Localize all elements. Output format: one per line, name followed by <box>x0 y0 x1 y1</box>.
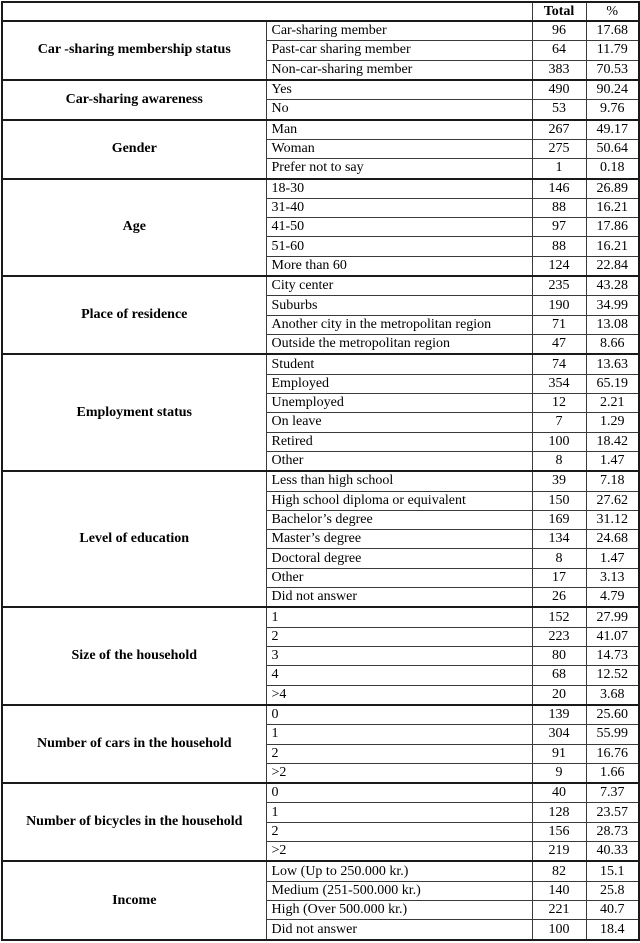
percent-cell: 17.68 <box>586 21 639 41</box>
percent-cell: 0.18 <box>586 159 639 179</box>
percent-cell: 40.33 <box>586 842 639 862</box>
subcategory-cell: Outside the metropolitan region <box>266 335 532 355</box>
total-cell: 223 <box>532 627 586 646</box>
category-cell: Place of residence <box>2 276 266 354</box>
subcategory-cell: Car-sharing member <box>266 21 532 41</box>
subcategory-cell: Less than high school <box>266 471 532 491</box>
total-cell: 80 <box>532 646 586 665</box>
total-cell: 1 <box>532 159 586 179</box>
subcategory-cell: 51-60 <box>266 237 532 256</box>
percent-cell: 25.8 <box>586 881 639 900</box>
percent-cell: 1.47 <box>586 549 639 568</box>
percent-cell: 13.08 <box>586 315 639 334</box>
subcategory-cell: Other <box>266 451 532 471</box>
table-row <box>2 80 639 100</box>
total-cell: 7 <box>532 413 586 432</box>
percent-cell: 9.76 <box>586 100 639 120</box>
header-percent: % <box>586 2 639 21</box>
subcategory-cell: Retired <box>266 432 532 451</box>
total-cell: 221 <box>532 901 586 920</box>
table-row <box>2 861 639 881</box>
total-cell: 88 <box>532 237 586 256</box>
total-cell: 39 <box>532 471 586 491</box>
subcategory-cell: Master’s degree <box>266 530 532 549</box>
percent-cell: 14.73 <box>586 646 639 665</box>
subcategory-cell: Past-car sharing member <box>266 41 532 60</box>
percent-cell: 26.89 <box>586 179 639 199</box>
percent-cell: 43.28 <box>586 276 639 296</box>
total-cell: 96 <box>532 21 586 41</box>
total-cell: 71 <box>532 315 586 334</box>
subcategory-cell: Low (Up to 250.000 kr.) <box>266 861 532 881</box>
total-cell: 100 <box>532 920 586 940</box>
percent-cell: 11.79 <box>586 41 639 60</box>
subcategory-cell: Did not answer <box>266 588 532 608</box>
percent-cell: 27.99 <box>586 607 639 627</box>
total-cell: 82 <box>532 861 586 881</box>
percent-cell: 16.76 <box>586 744 639 763</box>
subcategory-cell: On leave <box>266 413 532 432</box>
table-row <box>2 607 639 627</box>
subcategory-cell: Unemployed <box>266 393 532 412</box>
percent-cell: 18.42 <box>586 432 639 451</box>
percent-cell: 28.73 <box>586 822 639 841</box>
total-cell: 140 <box>532 881 586 900</box>
subcategory-cell: >4 <box>266 685 532 705</box>
percent-cell: 70.53 <box>586 60 639 80</box>
total-cell: 12 <box>532 393 586 412</box>
percent-cell: 17.86 <box>586 218 639 237</box>
total-cell: 490 <box>532 80 586 100</box>
percent-cell: 55.99 <box>586 725 639 744</box>
total-cell: 235 <box>532 276 586 296</box>
total-cell: 128 <box>532 803 586 822</box>
percent-cell: 1.66 <box>586 763 639 783</box>
table-row <box>2 120 639 140</box>
subcategory-cell: Man <box>266 120 532 140</box>
total-cell: 124 <box>532 256 586 276</box>
subcategory-cell: 0 <box>266 705 532 725</box>
percent-cell: 3.13 <box>586 568 639 587</box>
percent-cell: 22.84 <box>586 256 639 276</box>
percent-cell: 2.21 <box>586 393 639 412</box>
percent-cell: 40.7 <box>586 901 639 920</box>
percent-cell: 4.79 <box>586 588 639 608</box>
total-cell: 150 <box>532 491 586 510</box>
total-cell: 146 <box>532 179 586 199</box>
total-cell: 354 <box>532 374 586 393</box>
category-cell: Car-sharing awareness <box>2 80 266 120</box>
percent-cell: 12.52 <box>586 666 639 685</box>
total-cell: 20 <box>532 685 586 705</box>
percent-cell: 65.19 <box>586 374 639 393</box>
percent-cell: 7.37 <box>586 783 639 803</box>
subcategory-cell: 1 <box>266 725 532 744</box>
category-cell: Car -sharing membership status <box>2 21 266 80</box>
subcategory-cell: High school diploma or equivalent <box>266 491 532 510</box>
percent-cell: 90.24 <box>586 80 639 100</box>
total-cell: 219 <box>532 842 586 862</box>
percent-cell: 7.18 <box>586 471 639 491</box>
percent-cell: 24.68 <box>586 530 639 549</box>
subcategory-cell: Yes <box>266 80 532 100</box>
subcategory-cell: Employed <box>266 374 532 393</box>
demographics-table <box>1 1 640 941</box>
percent-cell: 34.99 <box>586 296 639 315</box>
subcategory-cell: Woman <box>266 139 532 158</box>
total-cell: 74 <box>532 354 586 374</box>
percent-cell: 25.60 <box>586 705 639 725</box>
percent-cell: 31.12 <box>586 510 639 529</box>
table-row <box>2 705 639 725</box>
percent-cell: 41.07 <box>586 627 639 646</box>
percent-cell: 23.57 <box>586 803 639 822</box>
total-cell: 9 <box>532 763 586 783</box>
total-cell: 139 <box>532 705 586 725</box>
subcategory-cell: Bachelor’s degree <box>266 510 532 529</box>
total-cell: 267 <box>532 120 586 140</box>
percent-cell: 18.4 <box>586 920 639 940</box>
category-cell: Gender <box>2 120 266 179</box>
table-row <box>2 21 639 41</box>
subcategory-cell: Student <box>266 354 532 374</box>
total-cell: 156 <box>532 822 586 841</box>
subcategory-cell: >2 <box>266 842 532 862</box>
total-cell: 169 <box>532 510 586 529</box>
subcategory-cell: 41-50 <box>266 218 532 237</box>
category-cell: Employment status <box>2 354 266 471</box>
subcategory-cell: Doctoral degree <box>266 549 532 568</box>
table-row <box>2 471 639 491</box>
total-cell: 97 <box>532 218 586 237</box>
subcategory-cell: Medium (251-500.000 kr.) <box>266 881 532 900</box>
total-cell: 8 <box>532 451 586 471</box>
category-cell: Level of education <box>2 471 266 607</box>
subcategory-cell: >2 <box>266 763 532 783</box>
total-cell: 152 <box>532 607 586 627</box>
total-cell: 383 <box>532 60 586 80</box>
subcategory-cell: 2 <box>266 822 532 841</box>
subcategory-cell: 1 <box>266 607 532 627</box>
total-cell: 88 <box>532 198 586 217</box>
subcategory-cell: 18-30 <box>266 179 532 199</box>
percent-cell: 3.68 <box>586 685 639 705</box>
subcategory-cell: No <box>266 100 532 120</box>
percent-cell: 1.47 <box>586 451 639 471</box>
percent-cell: 50.64 <box>586 139 639 158</box>
total-cell: 26 <box>532 588 586 608</box>
header-total: Total <box>532 2 586 21</box>
total-cell: 190 <box>532 296 586 315</box>
table-row <box>2 354 639 374</box>
total-cell: 91 <box>532 744 586 763</box>
percent-cell: 1.29 <box>586 413 639 432</box>
percent-cell: 27.62 <box>586 491 639 510</box>
subcategory-cell: 2 <box>266 744 532 763</box>
subcategory-cell: 2 <box>266 627 532 646</box>
percent-cell: 49.17 <box>586 120 639 140</box>
subcategory-cell: 0 <box>266 783 532 803</box>
header-row <box>2 2 639 21</box>
total-cell: 8 <box>532 549 586 568</box>
subcategory-cell: Did not answer <box>266 920 532 940</box>
percent-cell: 13.63 <box>586 354 639 374</box>
subcategory-cell: Suburbs <box>266 296 532 315</box>
subcategory-cell: Prefer not to say <box>266 159 532 179</box>
total-cell: 40 <box>532 783 586 803</box>
total-cell: 53 <box>532 100 586 120</box>
category-cell: Income <box>2 861 266 940</box>
percent-cell: 16.21 <box>586 237 639 256</box>
subcategory-cell: Another city in the metropolitan region <box>266 315 532 334</box>
total-cell: 64 <box>532 41 586 60</box>
subcategory-cell: 1 <box>266 803 532 822</box>
category-cell: Number of bicycles in the household <box>2 783 266 861</box>
total-cell: 134 <box>532 530 586 549</box>
category-cell: Number of cars in the household <box>2 705 266 783</box>
subcategory-cell: 4 <box>266 666 532 685</box>
total-cell: 17 <box>532 568 586 587</box>
table-body <box>2 21 639 940</box>
percent-cell: 15.1 <box>586 861 639 881</box>
table-row <box>2 783 639 803</box>
subcategory-cell: Other <box>266 568 532 587</box>
table-row <box>2 179 639 199</box>
table-row <box>2 276 639 296</box>
subcategory-cell: High (Over 500.000 kr.) <box>266 901 532 920</box>
subcategory-cell: 3 <box>266 646 532 665</box>
percent-cell: 8.66 <box>586 335 639 355</box>
category-cell: Size of the household <box>2 607 266 705</box>
total-cell: 304 <box>532 725 586 744</box>
total-cell: 47 <box>532 335 586 355</box>
category-cell: Age <box>2 179 266 277</box>
header-spacer-cell <box>2 2 532 21</box>
total-cell: 100 <box>532 432 586 451</box>
subcategory-cell: More than 60 <box>266 256 532 276</box>
subcategory-cell: 31-40 <box>266 198 532 217</box>
subcategory-cell: Non-car-sharing member <box>266 60 532 80</box>
percent-cell: 16.21 <box>586 198 639 217</box>
total-cell: 68 <box>532 666 586 685</box>
total-cell: 275 <box>532 139 586 158</box>
subcategory-cell: City center <box>266 276 532 296</box>
